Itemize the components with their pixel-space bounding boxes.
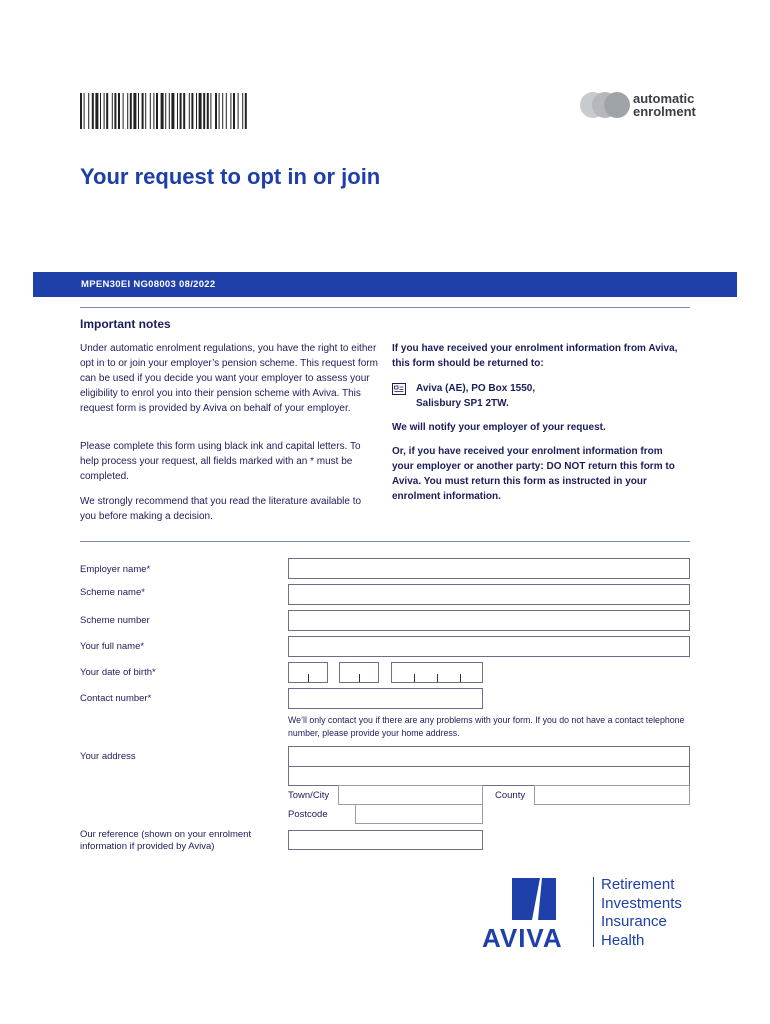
county-label: County bbox=[495, 790, 526, 801]
ae-logo-line2: enrolment bbox=[633, 104, 696, 119]
ae-logo-line1: automatic bbox=[633, 91, 695, 106]
postcode-input[interactable] bbox=[355, 804, 483, 824]
brand-line-retirement: Retirement bbox=[601, 876, 675, 893]
full-name-input[interactable] bbox=[288, 636, 690, 657]
dob-label: Your date of birth* bbox=[80, 667, 156, 678]
contact-number-input[interactable] bbox=[288, 688, 483, 709]
notify-text: We will notify your employer of your request. bbox=[392, 422, 606, 433]
envelope-icon bbox=[392, 383, 406, 395]
divider bbox=[80, 307, 690, 308]
county-input[interactable] bbox=[534, 785, 690, 805]
brand-separator bbox=[593, 877, 594, 947]
scheme-number-input[interactable] bbox=[288, 610, 690, 631]
scheme-name-label: Scheme name* bbox=[80, 587, 145, 598]
employer-name-label: Employer name* bbox=[80, 564, 151, 575]
divider bbox=[80, 541, 690, 542]
return-address-line2: Salisbury SP1 2TW. bbox=[416, 398, 509, 409]
form-code: MPEN30EI NG08003 08/2022 bbox=[81, 279, 216, 290]
return-address-line1: Aviva (AE), PO Box 1550, bbox=[416, 383, 536, 394]
town-city-input[interactable] bbox=[338, 785, 483, 805]
contact-number-label: Contact number* bbox=[80, 693, 152, 704]
automatic-enrolment-logo bbox=[580, 92, 705, 120]
barcode bbox=[80, 93, 342, 129]
aviva-logo-mark bbox=[512, 878, 556, 920]
brand-line-investments: Investments bbox=[601, 894, 682, 912]
other-party-text: Or, if you have received your enrolment information from your employer or another party: DO NOT return this form to Aviva. You must return this form as instructed in your enrolment information. bbox=[392, 446, 675, 502]
notes-paragraph-2: Please complete this form using black ink and capital letters. To help process your request, all fields marked with an * must be completed. bbox=[80, 441, 361, 482]
town-city-label: Town/City bbox=[288, 790, 330, 801]
notes-heading: Important notes bbox=[80, 317, 171, 331]
notes-paragraph-3: We strongly recommend that you read the literature available to you before making a decision. bbox=[80, 496, 362, 522]
notes-paragraph-1: Under automatic enrolment regulations, you have the right to either opt in to or join your employer’s pension scheme. This request form can be used if you decide you want your employer to assess your eligibility to enrol you into their pension scheme with Aviva. This request form is provided by Aviva on behalf of your employer. bbox=[80, 343, 378, 414]
postcode-label: Postcode bbox=[288, 809, 328, 820]
address-line2-input[interactable] bbox=[288, 766, 690, 786]
reference-input[interactable] bbox=[288, 830, 483, 850]
full-name-label: Your full name* bbox=[80, 641, 145, 652]
scheme-number-label: Scheme number bbox=[80, 615, 150, 626]
address-label: Your address bbox=[80, 751, 136, 762]
brand-line-insurance: Insurance bbox=[601, 913, 667, 930]
contact-note: We’ll only contact you if there are any problems with your form. If you do not have a contact telephone number, please provide your home address. bbox=[288, 715, 685, 738]
scheme-name-input[interactable] bbox=[288, 584, 690, 605]
page-title: Your request to opt in or join bbox=[80, 164, 381, 189]
employer-name-input[interactable] bbox=[288, 558, 690, 579]
address-line1-input[interactable] bbox=[288, 746, 690, 767]
dob-day-input[interactable] bbox=[288, 662, 328, 683]
dob-year-input[interactable] bbox=[391, 662, 483, 683]
reference-label: Our reference (shown on your enrolment information if provided by Aviva) bbox=[80, 829, 252, 852]
aviva-wordmark: AVIVA bbox=[482, 923, 563, 953]
return-intro: If you have received your enrolment information from Aviva, this form should be returned to: bbox=[392, 343, 678, 369]
brand-lines bbox=[601, 876, 682, 950]
dob-month-input[interactable] bbox=[339, 662, 379, 683]
form-code-band bbox=[33, 272, 737, 297]
brand-line-health: Health bbox=[601, 931, 645, 949]
